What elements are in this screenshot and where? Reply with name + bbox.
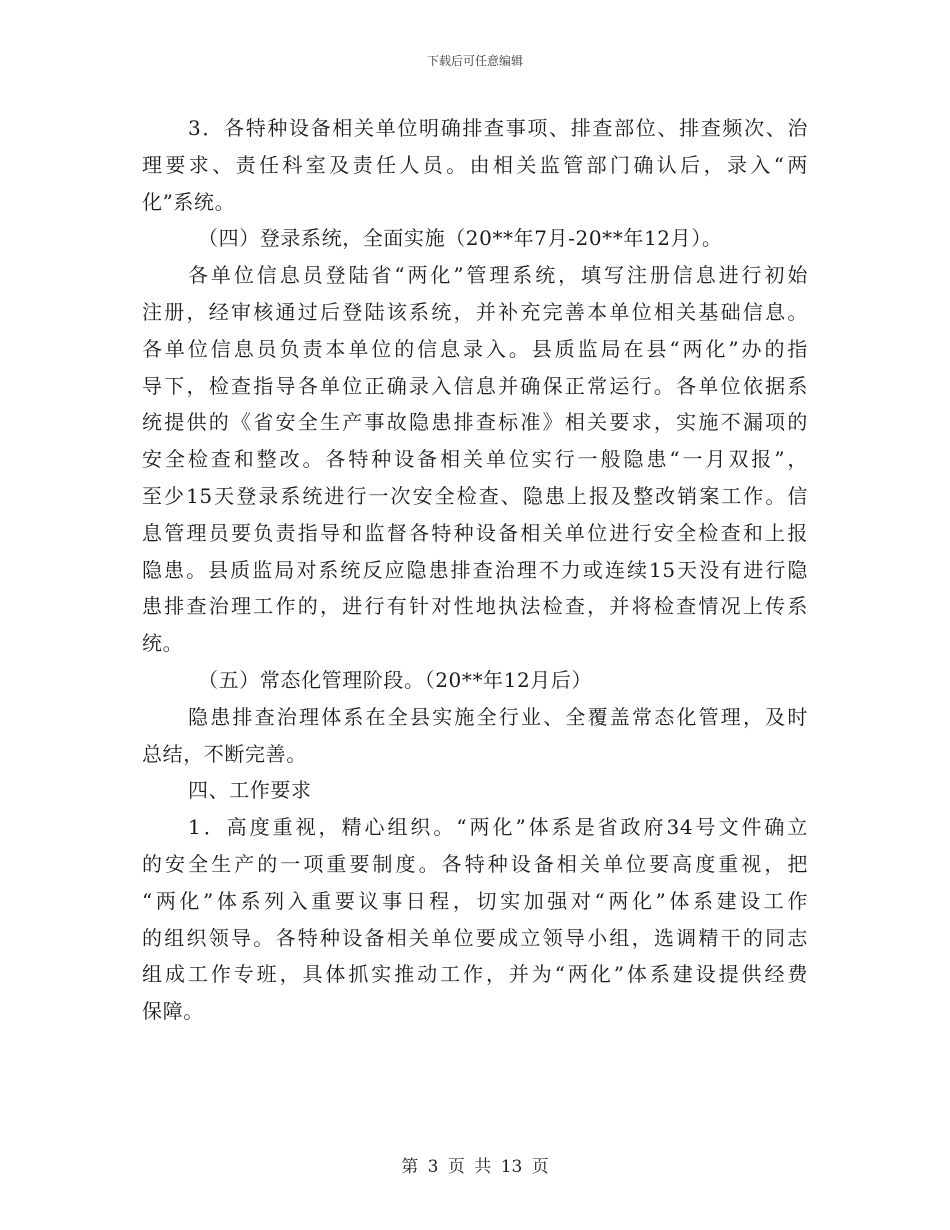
document-body xyxy=(142,110,808,1030)
paragraph-line: 患排查治理工作的，进行有针对性地执法检查，并将检查情况上传系 xyxy=(142,594,808,619)
header-note: 下载后可任意编辑 xyxy=(426,54,523,68)
paragraph-line: 保障。 xyxy=(142,999,204,1024)
paragraph-line: 1．高度重视，精心组织。“两化”体系是省政府34号文件确立 xyxy=(188,815,808,840)
section-heading: （四）登录系统，全面实施（20**年7月-20**年12月）。 xyxy=(198,226,723,251)
paragraph-line: “两化”体系列入重要议事日程，切实加强对“两化”体系建设工作 xyxy=(142,888,808,913)
paragraph-line: 组成工作专班，具体抓实推动工作，并为“两化”体系建设提供经费 xyxy=(142,962,808,987)
paragraph-line: 至少15天登录系统进行一次安全检查、隐患上报及整改销案工作。信 xyxy=(142,483,808,508)
paragraph-line: 各单位信息员负责本单位的信息录入。县质监局在县“两化”办的指 xyxy=(142,336,808,361)
paragraph-line: 统。 xyxy=(142,631,184,656)
paragraph-line: 3．各特种设备相关单位明确排查事项、排查部位、排查频次、治 xyxy=(188,116,808,140)
paragraph-line: 导下，检查指导各单位正确录入信息并确保正常运行。各单位依据系 xyxy=(142,373,808,398)
paragraph-line: 化”系统。 xyxy=(142,189,236,214)
paragraph-line: 理要求、责任科室及责任人员。由相关监管部门确认后，录入“两 xyxy=(142,152,808,177)
paragraph-line: 安全检查和整改。各特种设备相关单位实行一般隐患“一月双报”， xyxy=(142,447,808,472)
paragraph-line: 统提供的《省安全生产事故隐患排查标准》相关要求，实施不漏项的 xyxy=(142,410,808,435)
paragraph-line: 隐患排查治理体系在全县实施全行业、全覆盖常态化管理，及时 xyxy=(188,704,808,729)
paragraph-line: 的组织领导。各特种设备相关单位要成立领导小组，选调精干的同志 xyxy=(142,925,808,950)
section-heading: 四、工作要求 xyxy=(188,778,312,803)
paragraph-line: 息管理员要负责指导和监督各特种设备相关单位进行安全检查和上报 xyxy=(142,520,808,545)
page-number-footer: 第 3 页 共 13 页 xyxy=(401,1157,549,1177)
paragraph-line: 注册，经审核通过后登陆该系统，并补充完善本单位相关基础信息。 xyxy=(142,299,808,324)
paragraph-line: 总结，不断完善。 xyxy=(142,741,307,766)
paragraph-line: 的安全生产的一项重要制度。各特种设备相关单位要高度重视，把 xyxy=(142,851,808,876)
paragraph-line: 各单位信息员登陆省“两化”管理系统，填写注册信息进行初始 xyxy=(188,263,808,288)
paragraph-line: 隐患。县质监局对系统反应隐患排查治理不力或连续15天没有进行隐 xyxy=(142,557,808,582)
section-heading: （五）常态化管理阶段。（20**年12月后） xyxy=(198,667,593,692)
